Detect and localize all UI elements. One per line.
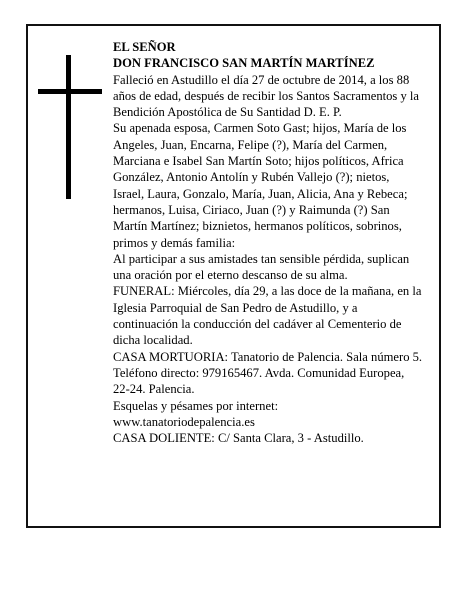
paragraph-family-members: Su apenada esposa, Carmen Soto Gast; hijos, María de los Angeles, Juan, Encarna, Felipe (?), María del Carmen, Marciana e Isabel San Martín Soto; hijos políticos, Africa González, Antonio Antolín y Rubén Vallejo (?); nietos, Israel, Laura, Gonzalo, María, Juan, Alicia, Ana y Rebeca; hermanos, Luisa, Ciriaco, Juan (?) y Raimunda (?) San Martín Martínez; biznietos, hermanos políticos, sobrinos, primos y demás familia: <box>113 121 408 250</box>
cross-horizontal-bar <box>38 89 102 94</box>
paragraph-family-address: CASA DOLIENTE: C/ Santa Clara, 3 - Astudillo. <box>113 431 364 446</box>
paragraph-prayer-request: Al participar a sus amistades tan sensible pérdida, suplican una oración por el eterno descanso de su alma. <box>113 251 410 283</box>
cross-vertical-bar <box>66 55 71 199</box>
heading-title: EL SEÑOR <box>113 40 176 54</box>
paragraph-death-announcement: Falleció en Astudillo el día 27 de octubre de 2014, a los 88 años de edad, después de recibir los Santos Sacramentos y la Bendición Apostólica de Su Santidad D. E. P. <box>113 72 420 120</box>
obituary-text <box>113 39 423 446</box>
paragraph-funeral-details: FUNERAL: Miércoles, día 29, a las doce de la mañana, en la Iglesia Parroquial de San Pedro de Astudillo, y a continuación la conducción del cadáver al Cementerio de dicha localidad. <box>113 284 422 348</box>
paragraph-online-condolences: Esquelas y pésames por internet: www.tanatoriodepalencia.es <box>113 398 279 429</box>
cross-icon <box>38 55 102 199</box>
heading-deceased-name: DON FRANCISCO SAN MARTÍN MARTÍNEZ <box>113 56 375 71</box>
paragraph-mortuary-details: CASA MORTUORIA: Tanatorio de Palencia. Sala número 5. Teléfono directo: 979165467. Avda. Comunidad Europea, 22-24. Palencia. <box>113 349 423 397</box>
